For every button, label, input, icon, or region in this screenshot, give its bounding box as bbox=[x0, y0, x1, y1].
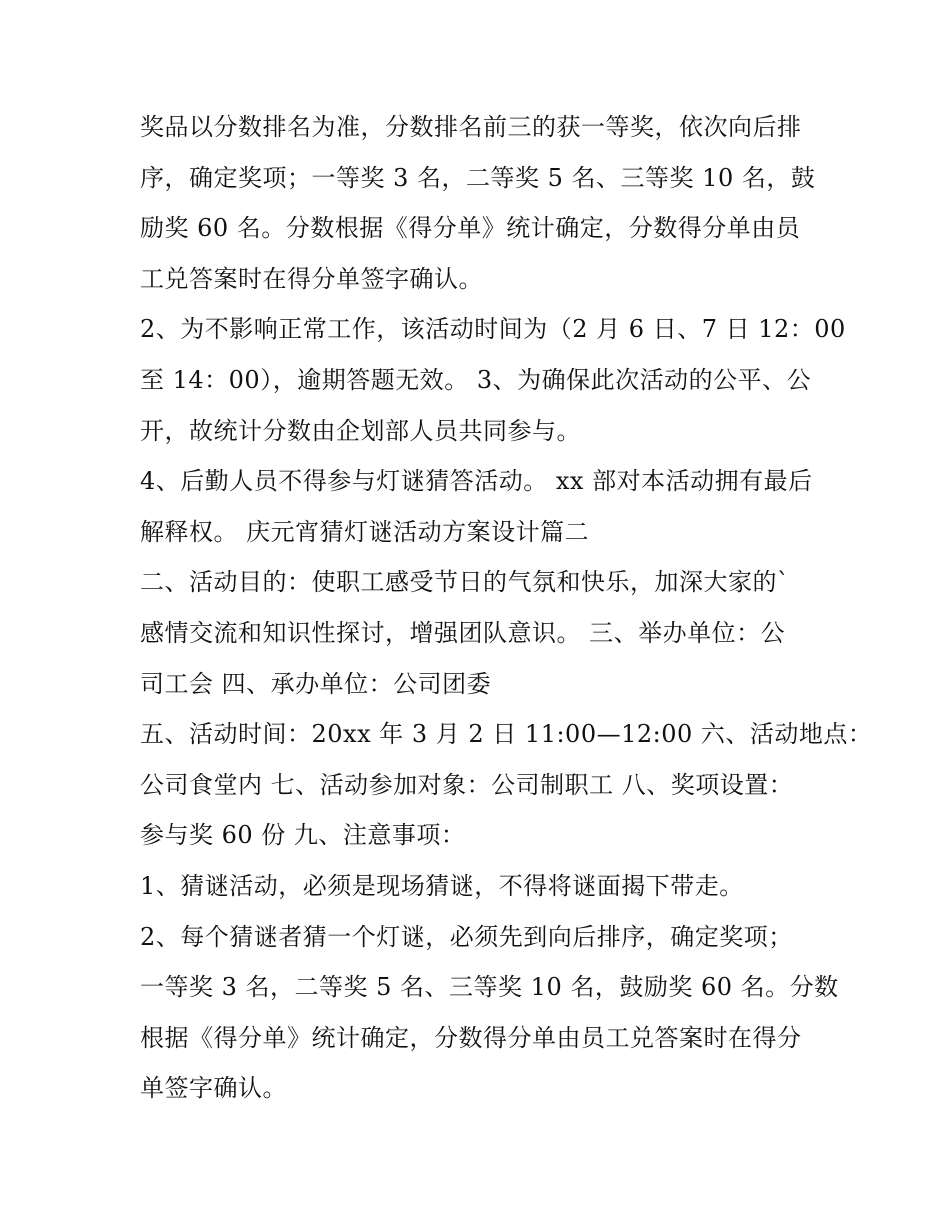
text-line: 感情交流和知识性探讨，增强团队意识。 三、举办单位：公 bbox=[140, 618, 786, 647]
text-line: 4、后勤人员不得参与灯谜猜答活动。 xx 部对本活动拥有最后 bbox=[140, 467, 813, 496]
text-line: 一等奖 3 名，二等奖 5 名、三等奖 10 名，鼓励奖 60 名。分数 bbox=[140, 973, 839, 1002]
text-line: 二、活动目的：使职工感受节日的气氛和快乐，加深大家的` bbox=[140, 568, 790, 597]
text-line: 励奖 60 名。分数根据《得分单》统计确定，分数得分单由员 bbox=[140, 214, 801, 243]
text-line: 工兑答案时在得分单签字确认。 bbox=[140, 264, 483, 293]
text-line: 奖品以分数排名为准，分数排名前三的获一等奖，依次向后排 bbox=[140, 113, 802, 141]
text-line: 解释权。 庆元宵猜灯谜活动方案设计篇二 bbox=[140, 517, 590, 546]
text-line: 2、为不影响正常工作，该活动时间为（2 月 6 日、7 日 12：00 bbox=[140, 315, 846, 344]
document-body bbox=[140, 102, 873, 1114]
text-line: 五、活动时间：20xx 年 3 月 2 日 11:00—12:00 六、活动地点： bbox=[140, 720, 873, 749]
text-line: 1、猜谜活动，必须是现场猜谜，不得将谜面揭下带走。 bbox=[140, 871, 744, 900]
text-line: 序，确定奖项；一等奖 3 名，二等奖 5 名、三等奖 10 名，鼓 bbox=[140, 163, 816, 192]
text-line: 单签字确认。 bbox=[140, 1074, 287, 1103]
text-line: 至 14：00），逾期答题无效。 3、为确保此次活动的公平、公 bbox=[140, 365, 812, 394]
text-line: 开，故统计分数由企划部人员共同参与。 bbox=[140, 416, 581, 445]
text-line: 2、每个猜谜者猜一个灯谜，必须先到向后排序，确定奖项； bbox=[140, 922, 793, 951]
text-line: 根据《得分单》统计确定，分数得分单由员工兑答案时在得分 bbox=[140, 1023, 802, 1052]
text-line: 司工会 四、承办单位：公司团委 bbox=[140, 669, 492, 698]
text-line: 参与奖 60 份 九、注意事项： bbox=[140, 821, 466, 850]
text-line: 公司食堂内 七、活动参加对象：公司制职工 八、奖项设置： bbox=[140, 770, 794, 799]
